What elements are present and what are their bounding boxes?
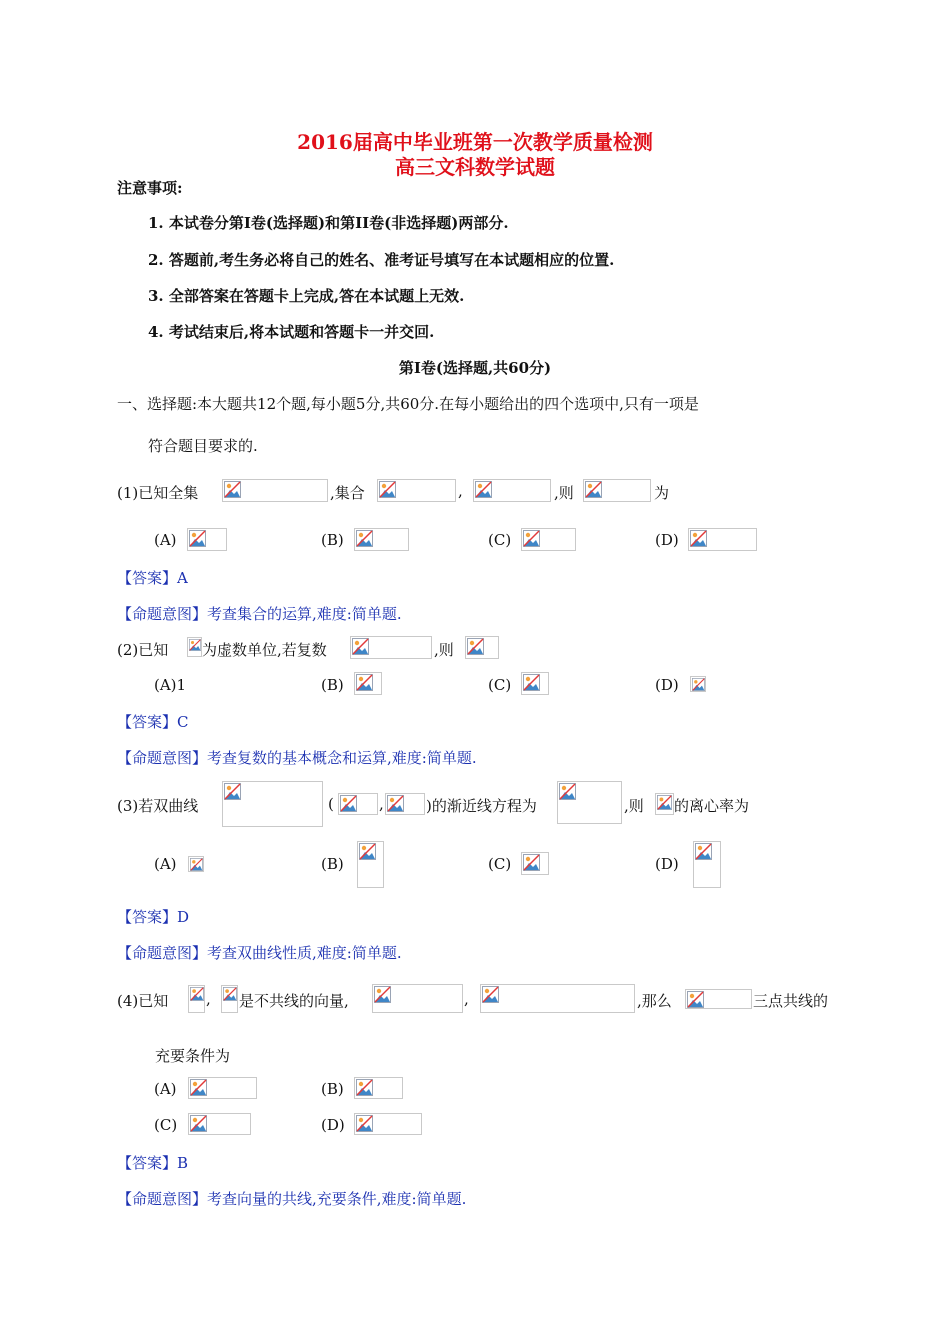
q2-expression-image <box>465 636 499 659</box>
q4-option-d: (D) <box>321 1116 345 1134</box>
exam-subtitle: 高三文科数学试题 <box>395 155 555 179</box>
broken-image-icon <box>695 843 712 860</box>
broken-image-icon <box>379 481 396 498</box>
q1-option-c-image <box>521 528 576 551</box>
broken-image-icon <box>475 481 492 498</box>
q2-complex-number-image <box>350 636 432 659</box>
broken-image-icon <box>359 843 376 860</box>
q2-answer: 【答案】C <box>117 713 189 731</box>
q2-option-d-image <box>690 676 706 692</box>
q1-option-a-image <box>187 528 227 551</box>
q1-text-5: 为 <box>654 484 670 502</box>
notice-item-1: 1. 本试卷分第I卷(选择题)和第II卷(非选择题)两部分. <box>148 214 509 232</box>
q3-condition-b-image <box>385 793 425 815</box>
q4-text-1: (4)已知 <box>117 992 169 1010</box>
q1-set-a-image <box>377 479 456 502</box>
q4-text-3: 是不共线的向量, <box>239 992 349 1010</box>
q2-option-d: (D) <box>655 676 679 694</box>
q3-option-b-image <box>357 841 384 888</box>
broken-image-icon <box>190 1079 207 1096</box>
broken-image-icon <box>467 638 484 655</box>
q1-text-1: (1)已知全集 <box>117 484 199 502</box>
q1-answer: 【答案】A <box>117 569 188 587</box>
q1-expression-image <box>583 479 651 502</box>
q3-option-d-image <box>693 841 721 888</box>
broken-image-icon <box>189 530 206 547</box>
q2-analysis: 【命题意图】考查复数的基本概念和运算,难度:简单题. <box>117 749 477 767</box>
q3-option-a: (A) <box>154 855 177 873</box>
q4-vector-b-image <box>221 985 238 1013</box>
q4-analysis: 【命题意图】考查向量的共线,充要条件,难度:简单题. <box>117 1190 467 1208</box>
broken-image-icon <box>687 991 704 1008</box>
broken-image-icon <box>523 854 540 871</box>
notice-heading: 注意事项: <box>117 179 183 197</box>
broken-image-icon <box>224 481 241 498</box>
q2-imaginary-unit-image <box>187 637 202 657</box>
q3-curve-image <box>655 793 674 815</box>
q1-set-b-image <box>473 479 551 502</box>
broken-image-icon <box>523 530 540 547</box>
section-heading: 第I卷(选择题,共60分) <box>398 359 552 377</box>
q2-text-2: 为虚数单位,若复数 <box>202 641 327 659</box>
q2-option-c: (C) <box>488 676 512 694</box>
q2-option-b: (B) <box>321 676 344 694</box>
q3-option-a-image <box>188 856 204 872</box>
q3-hyperbola-equation-image <box>222 781 323 827</box>
q4-option-c: (C) <box>154 1116 178 1134</box>
broken-image-icon <box>356 1079 373 1096</box>
q3-option-c: (C) <box>488 855 512 873</box>
broken-image-icon <box>190 858 203 871</box>
broken-image-icon <box>352 638 369 655</box>
broken-image-icon <box>356 530 373 547</box>
q4-option-a-image <box>188 1077 257 1099</box>
broken-image-icon <box>189 639 201 651</box>
broken-image-icon <box>223 987 237 1001</box>
q1-option-d: (D) <box>655 531 679 549</box>
q3-asymptote-image <box>557 781 622 824</box>
q2-text-1: (2)已知 <box>117 641 169 659</box>
q1-option-d-image <box>688 528 757 551</box>
q3-option-b: (B) <box>321 855 344 873</box>
q4-option-c-image <box>188 1113 251 1135</box>
q4-points-image <box>685 989 752 1009</box>
notice-item-3: 3. 全部答案在答题卡上完成,答在本试题上无效. <box>148 287 465 305</box>
q1-option-c: (C) <box>488 531 512 549</box>
q2-option-c-image <box>521 672 549 695</box>
broken-image-icon <box>374 986 391 1003</box>
q1-analysis: 【命题意图】考查集合的运算,难度:简单题. <box>117 605 402 623</box>
q4-text-4: , <box>464 990 469 1008</box>
broken-image-icon <box>690 530 707 547</box>
q1-option-b-image <box>354 528 409 551</box>
q4-option-d-image <box>354 1113 422 1135</box>
q4-text-6: 三点共线的 <box>753 992 829 1010</box>
q1-universal-set-image <box>222 479 328 502</box>
q2-option-a: (A)1 <box>154 676 187 694</box>
q3-text-3: , <box>379 795 384 813</box>
broken-image-icon <box>657 795 672 810</box>
q2-text-3: ,则 <box>434 641 454 659</box>
q4-answer: 【答案】B <box>117 1154 189 1172</box>
q4-option-a: (A) <box>154 1080 177 1098</box>
broken-image-icon <box>190 987 204 1001</box>
q4-text-2: , <box>206 990 211 1008</box>
broken-image-icon <box>523 674 540 691</box>
broken-image-icon <box>482 986 499 1003</box>
notice-item-4: 4. 考试结束后,将本试题和答题卡一并交回. <box>148 323 435 341</box>
q4-option-b-image <box>354 1077 403 1099</box>
q3-text-6: 的离心率为 <box>674 797 750 815</box>
broken-image-icon <box>387 795 404 812</box>
q3-text-5: ,则 <box>624 797 644 815</box>
broken-image-icon <box>559 783 576 800</box>
section-intro: 一、选择题:本大题共12个题,每小题5分,共60分.在每小题给出的四个选项中,只有一项是 <box>117 395 699 413</box>
q1-option-b: (B) <box>321 531 344 549</box>
q1-option-a: (A) <box>154 531 177 549</box>
section-intro-cont: 符合题目要求的. <box>148 437 258 455</box>
q3-option-c-image <box>521 852 549 875</box>
notice-item-2: 2. 答题前,考生务必将自己的姓名、准考证号填写在本试题相应的位置. <box>148 251 615 269</box>
broken-image-icon <box>356 674 373 691</box>
broken-image-icon <box>224 783 241 800</box>
q3-text-1: (3)若双曲线 <box>117 797 199 815</box>
q3-text-2: ( <box>328 795 334 813</box>
q4-option-b: (B) <box>321 1080 344 1098</box>
q3-option-d: (D) <box>655 855 679 873</box>
exam-title: 2016届高中毕业班第一次教学质量检测 <box>297 130 653 154</box>
q4-text-line2: 充要条件为 <box>155 1047 231 1065</box>
broken-image-icon <box>356 1115 373 1132</box>
q3-analysis: 【命题意图】考查双曲线性质,难度:简单题. <box>117 944 402 962</box>
q3-answer: 【答案】D <box>117 908 190 926</box>
q4-text-5: ,那么 <box>637 992 672 1010</box>
q4-vector-ab-image <box>372 984 463 1013</box>
broken-image-icon <box>692 678 705 691</box>
q2-option-b-image <box>354 672 382 695</box>
broken-image-icon <box>190 1115 207 1132</box>
q4-vector-a-image <box>188 985 205 1013</box>
q1-text-2: ,集合 <box>330 484 365 502</box>
broken-image-icon <box>340 795 357 812</box>
q1-text-3: , <box>458 482 463 500</box>
q3-condition-a-image <box>338 793 378 815</box>
q1-text-4: ,则 <box>554 484 574 502</box>
broken-image-icon <box>585 481 602 498</box>
q3-text-4: )的渐近线方程为 <box>426 797 537 815</box>
q4-vector-ac-image <box>480 984 635 1013</box>
